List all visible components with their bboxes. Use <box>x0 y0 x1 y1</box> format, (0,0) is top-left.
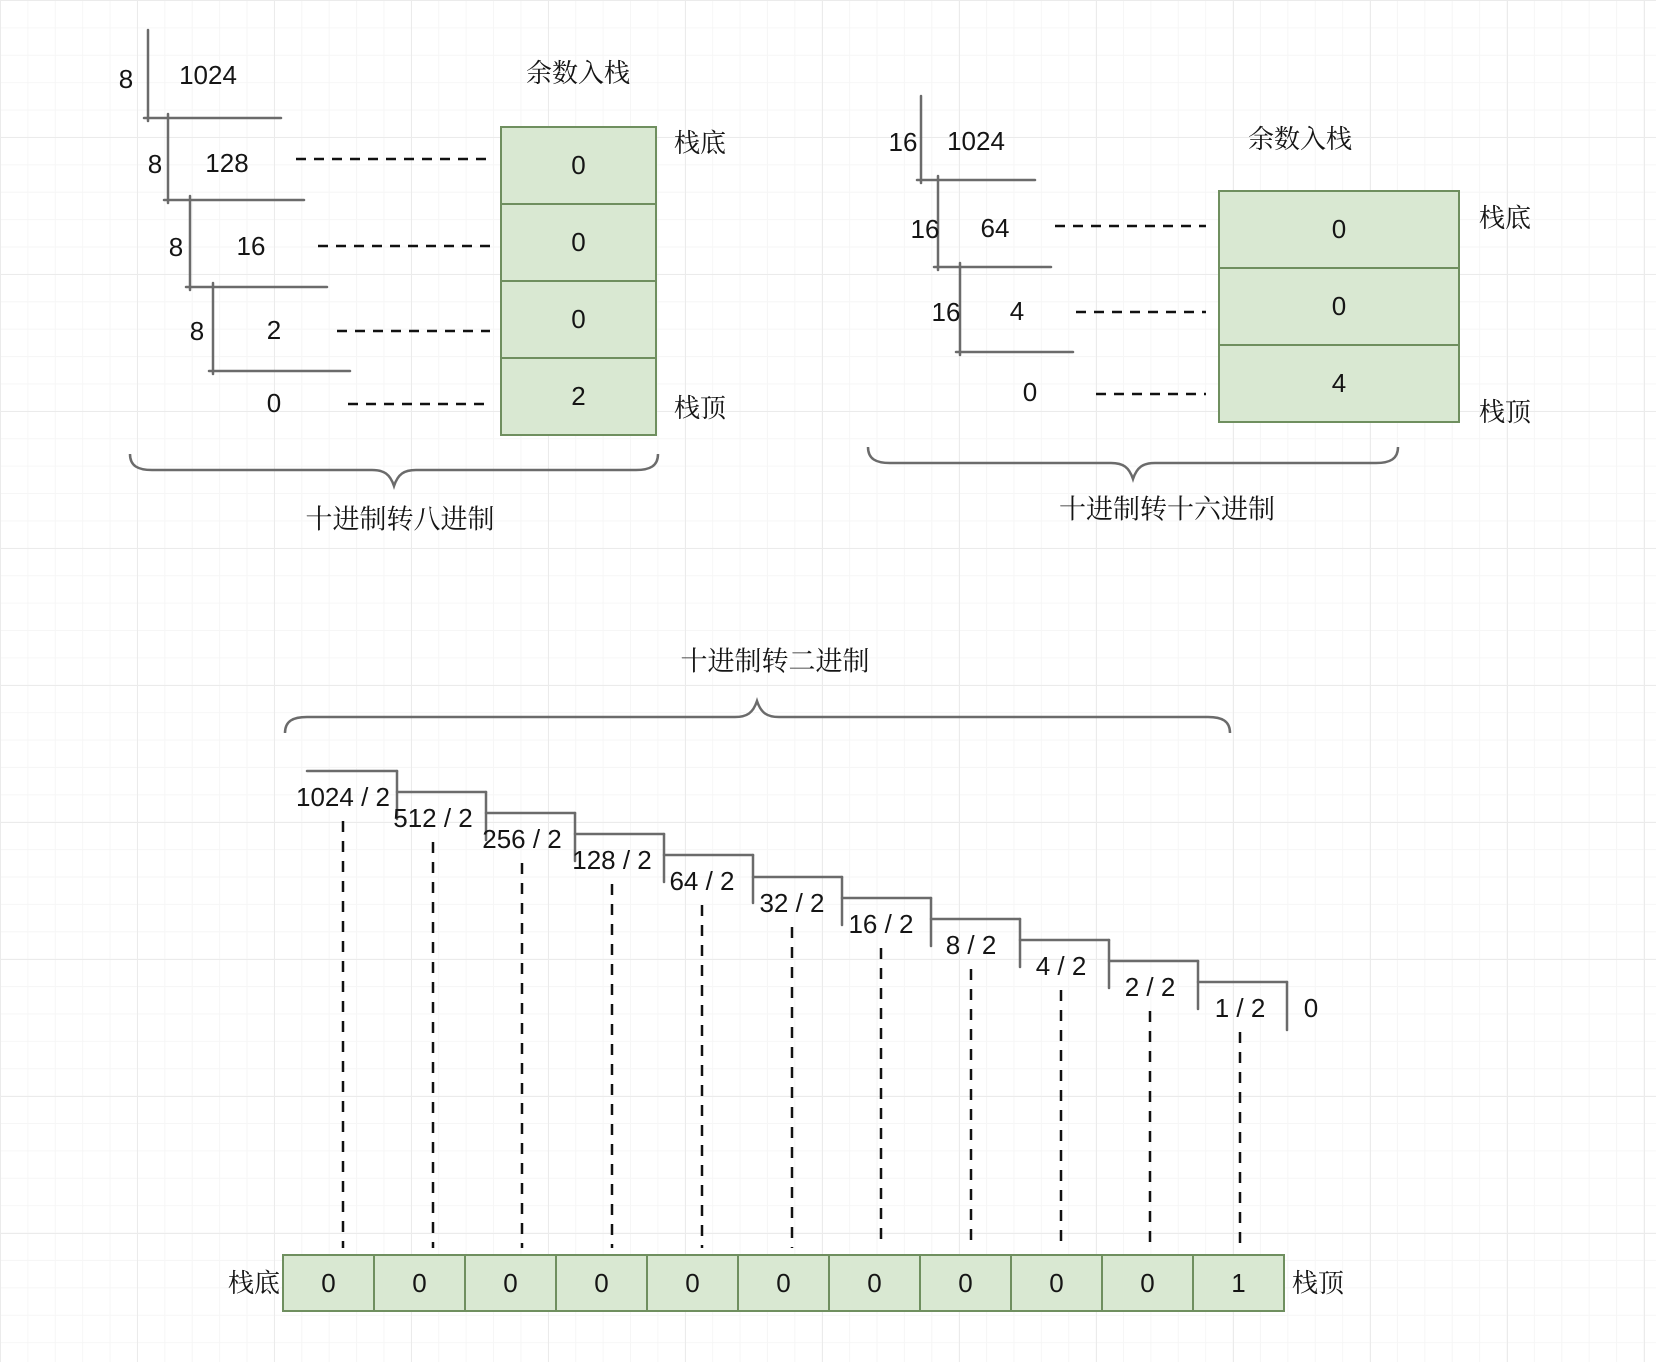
hex-caption: 十进制转十六进制 <box>1059 494 1275 525</box>
binary-step-label: 32 / 2 <box>759 888 825 918</box>
hex-dividend: 64 <box>980 213 1010 243</box>
hex-stack-title: 余数入栈 <box>1247 124 1353 154</box>
binary-stack-top-label: 栈顶 <box>1291 1268 1345 1298</box>
hex-brace <box>868 447 1398 479</box>
octal-brace <box>130 454 658 486</box>
octal-divisor: 8 <box>168 232 184 262</box>
binary-step-label: 4 / 2 <box>1035 951 1087 981</box>
binary-stack-cell: 0 <box>464 1254 557 1312</box>
octal-final-quotient: 0 <box>266 388 282 418</box>
octal-dividend: 1024 <box>179 60 237 90</box>
binary-stack-cell: 0 <box>373 1254 466 1312</box>
hex-dividend: 1024 <box>947 126 1005 156</box>
hex-divisor: 16 <box>888 127 918 157</box>
octal-stack-cell: 0 <box>500 280 657 359</box>
binary-stack-cell: 0 <box>646 1254 739 1312</box>
octal-dividend: 16 <box>236 231 266 261</box>
binary-step-label: 16 / 2 <box>848 909 914 939</box>
octal-caption: 十进制转八进制 <box>305 504 495 535</box>
binary-step-label: 128 / 2 <box>572 845 652 875</box>
hex-stack-cell: 4 <box>1218 344 1460 423</box>
octal-ladder-lines <box>144 30 350 374</box>
hex-divisor: 16 <box>910 214 940 244</box>
octal-stack-bottom-label: 栈底 <box>673 128 727 158</box>
hex-stack-bottom-label: 栈底 <box>1478 203 1532 233</box>
binary-step-label: 8 / 2 <box>945 930 997 960</box>
octal-dividend: 2 <box>266 315 282 345</box>
binary-step-label: 512 / 2 <box>393 803 473 833</box>
binary-step-label: 1 / 2 <box>1214 993 1266 1023</box>
octal-stack-title: 余数入栈 <box>525 58 631 88</box>
octal-stack-cell: 0 <box>500 126 657 205</box>
octal-stack-cell: 2 <box>500 357 657 436</box>
hex-stack-top-label: 栈顶 <box>1478 397 1532 427</box>
octal-divisor: 8 <box>189 316 205 346</box>
hex-final-quotient: 0 <box>1022 377 1038 407</box>
binary-step-label: 2 / 2 <box>1124 972 1176 1002</box>
hex-dashed-connectors <box>1055 226 1206 394</box>
binary-step-label: 64 / 2 <box>669 866 735 896</box>
binary-stack-cell: 0 <box>282 1254 375 1312</box>
binary-step-label: 256 / 2 <box>482 824 562 854</box>
hex-dividend: 4 <box>1009 296 1025 326</box>
binary-stack-bottom-label: 栈底 <box>227 1268 281 1298</box>
hex-divisor: 16 <box>931 297 961 327</box>
octal-divisor: 8 <box>118 64 134 94</box>
hex-stack-cell: 0 <box>1218 267 1460 346</box>
octal-divisor: 8 <box>147 149 163 179</box>
binary-caption: 十进制转二进制 <box>680 646 870 677</box>
binary-stack-cell: 0 <box>1101 1254 1194 1312</box>
octal-stack-cell: 0 <box>500 203 657 282</box>
binary-stack-cell: 0 <box>555 1254 648 1312</box>
binary-brace <box>285 701 1230 733</box>
binary-step-label: 1024 / 2 <box>296 782 390 812</box>
octal-dividend: 128 <box>205 148 249 178</box>
binary-stack-cell: 0 <box>1010 1254 1103 1312</box>
octal-dashed-connectors <box>296 159 490 404</box>
hex-stack-cell: 0 <box>1218 190 1460 269</box>
binary-stack-cell: 1 <box>1192 1254 1285 1312</box>
binary-stack-cell: 0 <box>828 1254 921 1312</box>
binary-stack-cell: 0 <box>737 1254 830 1312</box>
binary-dashed-connectors <box>343 821 1240 1248</box>
octal-stack-top-label: 栈顶 <box>673 393 727 423</box>
binary-stack-cell: 0 <box>919 1254 1012 1312</box>
binary-final-quotient: 0 <box>1303 993 1319 1023</box>
